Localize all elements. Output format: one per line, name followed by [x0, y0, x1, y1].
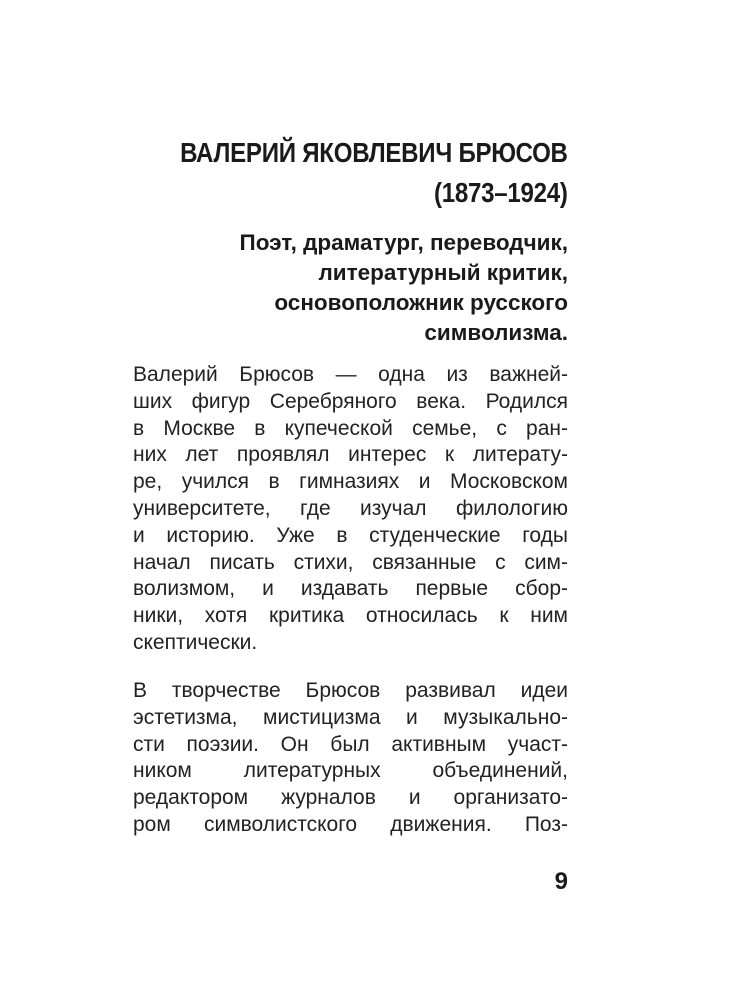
text-line: начал писать стихи, связанные с сим- — [133, 550, 568, 574]
text-line: эстетизма, мистицизма и музыкально- — [133, 705, 568, 729]
text-line: и историю. Уже в студенческие годы — [133, 523, 568, 547]
description-line: основоположник русского — [274, 290, 568, 315]
author-description — [128, 228, 568, 348]
text-line: ником литературных объединений, — [133, 759, 568, 783]
text-line: Валерий Брюсов — одна из важней- — [133, 363, 568, 386]
description-line: литературный критик, — [318, 260, 568, 285]
paragraph-2 — [133, 678, 568, 839]
text-line: в Москве в купеческой семье, с ран- — [133, 416, 568, 440]
text-line: ром символистского движения. Поз- — [133, 812, 568, 836]
author-heading — [180, 133, 568, 213]
paragraph-1 — [133, 362, 568, 657]
text-line: университете, где изучал филологию — [133, 496, 568, 520]
text-line: них лет проявлял интерес к литерату- — [133, 443, 568, 467]
text-line: ре, учился в гимназиях и Московском — [133, 470, 568, 494]
author-years: (1873–1924) — [434, 177, 568, 208]
text-line: скептически. — [133, 630, 258, 654]
description-line: Поэт, драматург, переводчик, — [239, 230, 568, 255]
page-number: 9 — [554, 868, 568, 895]
text-line: сти поэзии. Он был активным участ- — [133, 732, 568, 756]
text-line: волизмом, и издавать первые сбор- — [133, 577, 568, 601]
text-line: В творчестве Брюсов развивал идеи — [133, 679, 568, 702]
author-name: ВАЛЕРИЙ ЯКОВЛЕВИЧ БРЮСОВ — [180, 137, 568, 168]
text-line: редактором журналов и организато- — [133, 786, 568, 810]
text-line: ших фигур Серебряного века. Родился — [133, 389, 568, 413]
description-line: символизма. — [424, 320, 568, 345]
text-line: ники, хотя критика относилась к ним — [133, 604, 568, 628]
